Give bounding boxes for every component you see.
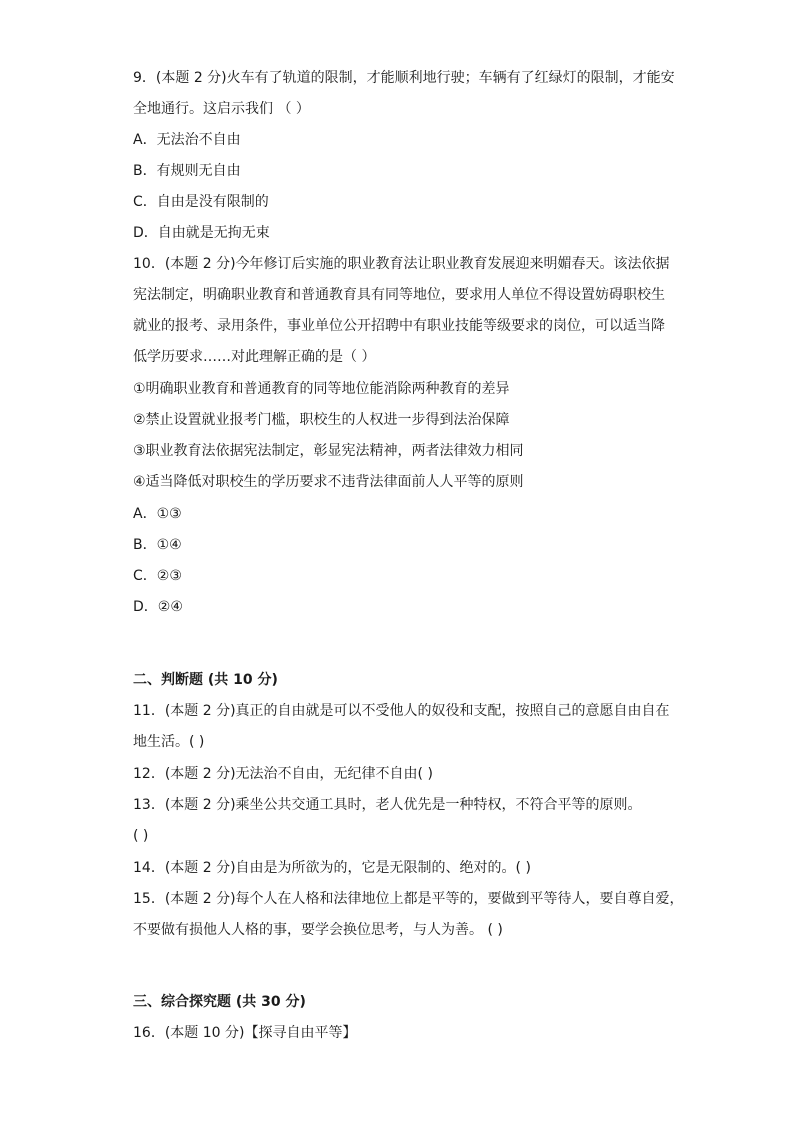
- q12: 12．(本题 2 分)无法治不自由，无纪律不自由( ): [133, 766, 433, 782]
- q10-option-c: C．②③: [133, 568, 182, 584]
- q15-line2: 不要做有损他人人格的事，要学会换位思考，与人为善。 ( ): [133, 922, 503, 938]
- q15-line1: 15．(本题 2 分)每个人在人格和法律地位上都是平等的，要做到平等待人，要自尊自爱，: [133, 891, 684, 907]
- section2-heading: 二、判断题 (共 10 分): [133, 672, 278, 688]
- q9-option-b: B．有规则无自由: [133, 163, 241, 179]
- q10-stem-line1: 10．(本题 2 分)今年修订后实施的职业教育法让职业教育发展迎来明媚春天。该法依据: [133, 256, 670, 272]
- q10-stem-line2: 宪法制定，明确职业教育和普通教育具有同等地位，要求用人单位不得设置妨碍职校生: [133, 287, 665, 303]
- q10-statement-3: ③职业教育法依据宪法制定，彰显宪法精神，两者法律效力相同: [133, 443, 524, 459]
- q10-option-a: A．①③: [133, 506, 182, 522]
- q9-option-a: A．无法治不自由: [133, 132, 241, 148]
- q11-line1: 11．(本题 2 分)真正的自由就是可以不受他人的奴役和支配，按照自己的意愿自由自在: [133, 703, 670, 719]
- q9-stem-line1: 9．(本题 2 分)火车有了轨道的限制，才能顺利地行驶；车辆有了红绿灯的限制，才能安: [133, 70, 675, 86]
- q10-statement-4: ④适当降低对职校生的学历要求不违背法律面前人人平等的原则: [133, 474, 524, 490]
- q9-option-c: C．自由是没有限制的: [133, 194, 269, 210]
- q13-line2: ( ): [133, 828, 149, 844]
- q9-stem-line2: 全地通行。这启示我们 （ ）: [133, 101, 310, 117]
- q10-statement-1: ①明确职业教育和普通教育的同等地位能消除两种教育的差异: [133, 381, 510, 397]
- q14: 14．(本题 2 分)自由是为所欲为的，它是无限制的、绝对的。( ): [133, 860, 531, 876]
- q10-option-b: B．①④: [133, 537, 182, 553]
- q10-option-d: D．②④: [133, 599, 183, 615]
- section3-heading: 三、综合探究题 (共 30 分): [133, 994, 306, 1010]
- q9-option-d: D．自由就是无拘无束: [133, 225, 270, 241]
- q16: 16．(本题 10 分)【探寻自由平等】: [133, 1025, 357, 1041]
- q10-statement-2: ②禁止设置就业报考门槛，职校生的人权进一步得到法治保障: [133, 412, 510, 428]
- q10-stem-line4: 低学历要求……对此理解正确的是（ ）: [133, 349, 376, 365]
- q10-stem-line3: 就业的报考、录用条件，事业单位公开招聘中有职业技能等级要求的岗位，可以适当降: [133, 318, 665, 334]
- q11-line2: 地生活。( ): [133, 734, 205, 750]
- q13-line1: 13．(本题 2 分)乘坐公共交通工具时，老人优先是一种特权，不符合平等的原则。: [133, 797, 642, 813]
